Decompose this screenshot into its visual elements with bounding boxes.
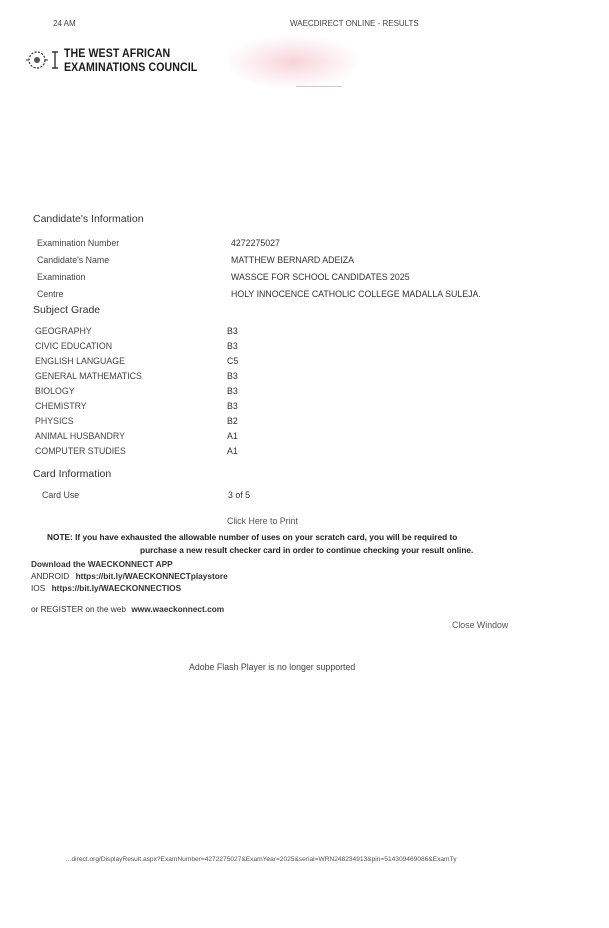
footer-url: ...direct.org/DisplayResult.aspx?ExamNumber=4272275027&ExamYear=2025&serial=WRN248234913&pin=514309469086&ExamTy <box>66 856 457 863</box>
candidate-info-label: Candidate's Name <box>37 255 110 265</box>
subject-grade: B3 <box>227 326 238 336</box>
card-section-title: Card Information <box>33 468 112 480</box>
register-row <box>31 604 224 614</box>
card-use-label: Card Use <box>42 490 80 500</box>
ios-label: IOS <box>31 583 46 593</box>
subject-grade: A1 <box>227 431 238 441</box>
register-prefix: or REGISTER on the web <box>31 604 126 614</box>
subject-name: CIVIC EDUCATION <box>35 341 113 351</box>
candidate-info-row <box>37 238 481 253</box>
redacted-underline <box>296 86 342 87</box>
grade-row <box>35 446 238 461</box>
grade-row <box>35 431 238 446</box>
ios-row <box>31 583 181 593</box>
candidate-info-value: WASSCE FOR SCHOOL CANDIDATES 2025 <box>231 272 410 282</box>
grade-row <box>35 371 238 386</box>
candidate-info-label: Centre <box>37 289 64 299</box>
grade-row <box>35 401 238 416</box>
android-row <box>31 571 228 581</box>
subject-grade: C5 <box>227 356 239 366</box>
candidate-info-row <box>37 272 481 287</box>
card-use-value: 3 of 5 <box>228 490 251 500</box>
print-link[interactable]: Click Here to Print <box>227 516 298 526</box>
subject-name: ANIMAL HUSBANDRY <box>35 431 125 441</box>
grade-row <box>35 386 238 401</box>
candidate-info-row <box>37 289 481 304</box>
subject-grade: B3 <box>227 386 238 396</box>
subject-grade: B3 <box>227 401 238 411</box>
grade-row <box>35 416 238 431</box>
subject-name: GEOGRAPHY <box>35 326 92 336</box>
close-window-link[interactable]: Close Window <box>452 620 509 630</box>
subject-name: BIOLOGY <box>35 386 75 396</box>
candidate-info-row <box>37 255 481 270</box>
candidate-info-value: HOLY INNOCENCE CATHOLIC COLLEGE MADALLA SULEJA. <box>231 289 481 299</box>
subject-name: CHEMISTRY <box>35 401 87 411</box>
register-link[interactable]: www.waeckonnect.com <box>131 604 225 614</box>
subject-name: COMPUTER STUDIES <box>35 446 126 456</box>
app-download-title: Download the WAECKONNECT APP <box>31 559 173 569</box>
candidate-info-value: 4272275027 <box>231 238 280 248</box>
subject-name: GENERAL MATHEMATICS <box>35 371 142 381</box>
print-time: 24 AM <box>53 19 76 28</box>
ios-link[interactable]: https://bit.ly/WAECKONNECTIOS <box>51 583 182 593</box>
org-name-line1: THE WEST AFRICAN <box>64 48 171 60</box>
grade-row <box>35 356 238 371</box>
grade-row <box>35 341 238 356</box>
candidate-info-table <box>35 236 483 306</box>
note-line2: purchase a new result checker card in order to continue checking your result online. <box>140 545 474 555</box>
waec-logo-icon <box>24 47 64 75</box>
subject-grade: B2 <box>227 416 238 426</box>
subject-grade: A1 <box>227 446 238 456</box>
subject-name: PHYSICS <box>35 416 74 426</box>
subject-name: ENGLISH LANGUAGE <box>35 356 125 366</box>
redacted-area <box>228 36 358 88</box>
grades-section-title: Subject Grade <box>33 304 101 316</box>
org-name-line2: EXAMINATIONS COUNCIL <box>64 62 198 74</box>
grade-row <box>35 326 238 341</box>
android-label: ANDROID <box>31 571 70 581</box>
android-link[interactable]: https://bit.ly/WAECKONNECTplaystore <box>75 571 228 581</box>
flash-notice: Adobe Flash Player is no longer supported <box>189 662 356 672</box>
note-line1: NOTE: If you have exhausted the allowable number of uses on your scratch card, you will be required to <box>47 532 458 542</box>
print-page-title: WAECDIRECT ONLINE - RESULTS <box>290 19 419 28</box>
grades-table <box>35 326 238 461</box>
candidate-info-label: Examination Number <box>37 238 120 248</box>
candidate-section-title: Candidate's Information <box>33 213 144 225</box>
subject-grade: B3 <box>227 341 238 351</box>
candidate-info-value: MATTHEW BERNARD ADEIZA <box>231 255 355 265</box>
subject-grade: B3 <box>227 371 238 381</box>
org-name <box>64 47 197 75</box>
candidate-info-label: Examination <box>37 272 86 282</box>
